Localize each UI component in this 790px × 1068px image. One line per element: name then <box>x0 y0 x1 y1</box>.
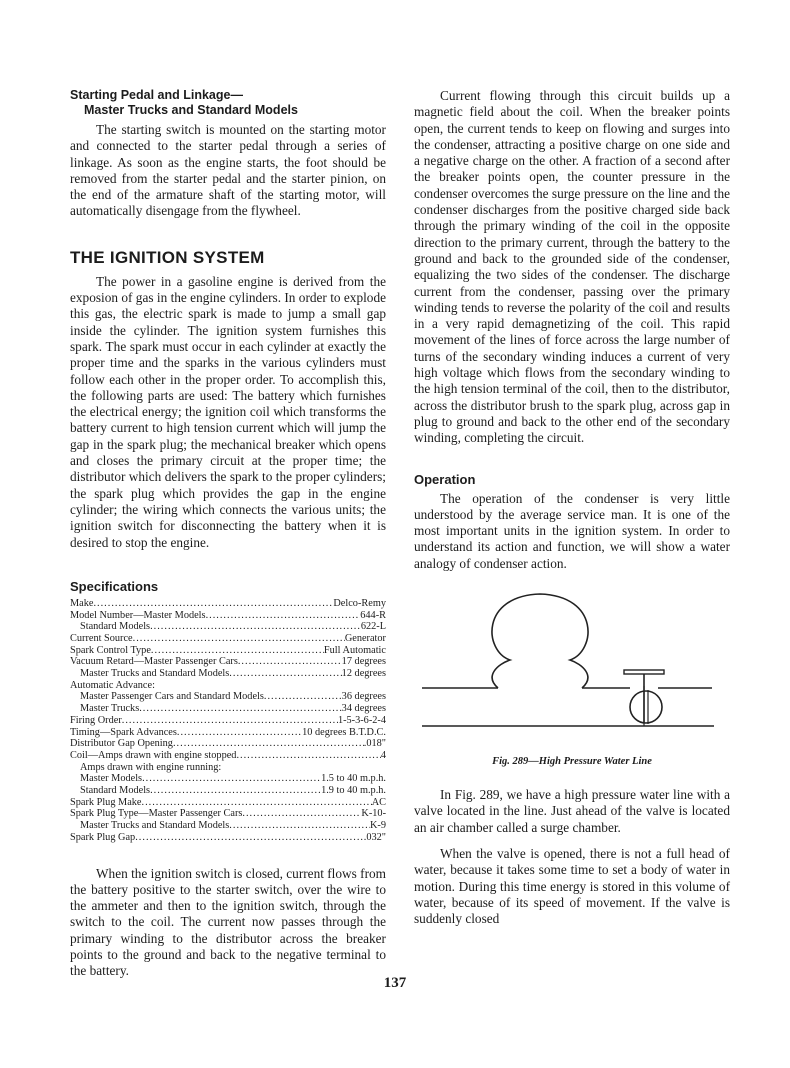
spec-value: K-10- <box>361 808 386 820</box>
spec-leader-dots <box>93 598 333 610</box>
ignition-system-title: THE IGNITION SYSTEM <box>70 247 265 267</box>
spec-label: Spark Control Type <box>70 644 151 656</box>
spec-row <box>70 633 386 645</box>
spec-label: Vacuum Retard—Master Passenger Cars <box>70 656 238 668</box>
spec-leader-dots <box>229 820 370 832</box>
spec-label: Master Trucks and Standard Models <box>80 820 230 832</box>
spec-row <box>70 738 386 750</box>
specifications-list <box>70 598 386 844</box>
spec-leader-dots <box>242 808 361 820</box>
spec-row <box>70 703 386 715</box>
spec-row <box>70 808 386 820</box>
spec-label: Distributor Gap Opening <box>70 738 173 750</box>
spec-label: Current Source <box>70 632 133 644</box>
spec-value: AC <box>371 796 386 808</box>
spec-row <box>70 691 386 703</box>
spec-row <box>70 727 386 739</box>
spec-leader-dots <box>173 738 364 750</box>
spec-leader-dots <box>236 750 380 762</box>
spec-label: Master Models <box>80 773 143 785</box>
spec-label: Master Passenger Cars and Standard Models <box>80 691 264 703</box>
spec-label: Firing Order <box>70 714 122 726</box>
spec-leader-dots <box>229 668 341 680</box>
valve-paragraph: When the valve is opened, there is not a full head of water, because it takes some time to set a body of water in motion. During this time energy is stored in this volume of water, because of its speed of movement. If the valve is suddenly closed <box>414 845 730 927</box>
spec-leader-dots <box>139 703 341 715</box>
spec-row <box>70 656 386 668</box>
spec-leader-dots <box>122 715 338 727</box>
spec-row <box>70 797 386 809</box>
starting-pedal-heading <box>70 88 386 118</box>
specifications-title: Specifications <box>70 578 159 594</box>
spec-row <box>70 750 386 762</box>
spec-label: Master Trucks <box>80 703 140 715</box>
ignition-switch-paragraph: When the ignition switch is closed, current flows from the battery positive to the starter switch, over the wire to the ammeter and then to the ignition switch, through the switch to the coil. The current now passes through the primary winding to the distributor across the breaker points to the ground and back to the negative terminal to the battery. <box>70 865 386 979</box>
left-column <box>70 88 386 980</box>
surge-chamber <box>492 594 588 688</box>
spec-label: Spark Plug Gap <box>70 831 136 843</box>
spec-value: 644-R <box>360 609 386 621</box>
spec-value: 10 degrees B.T.D.C. <box>302 726 386 738</box>
spec-row <box>70 621 386 633</box>
spec-value: 622-L <box>360 621 386 633</box>
heading-line-1: Starting Pedal and Linkage— <box>70 88 243 102</box>
water-line-figure <box>414 586 730 754</box>
spec-row <box>70 610 386 622</box>
spec-row <box>70 785 386 797</box>
spec-label: Timing—Spark Advances <box>70 726 177 738</box>
spec-label: Standard Models <box>80 785 151 797</box>
spec-value: Generator <box>344 632 386 644</box>
figure-caption: Fig. 289—High Pressure Water Line <box>492 756 652 768</box>
spec-leader-dots <box>151 645 324 657</box>
figure-description-paragraph: In Fig. 289, we have a high pressure water line with a valve located in the line. Just ahead of the valve is located an air chamber called a surge chamber. <box>414 787 730 835</box>
spec-row <box>70 680 386 692</box>
spec-leader-dots <box>206 610 361 622</box>
spec-label: Model Number—Master Models <box>70 609 206 621</box>
spec-value: Full Automatic <box>323 644 386 656</box>
spec-value: .032" <box>363 831 386 843</box>
spec-leader-dots <box>150 621 361 633</box>
spec-label: Make <box>70 597 94 609</box>
spec-value: 1.5 to 40 m.p.h. <box>321 773 386 785</box>
spec-leader-dots <box>238 656 342 668</box>
page-number: 137 <box>383 975 407 991</box>
spec-leader-dots <box>142 797 372 809</box>
spec-leader-dots <box>264 691 342 703</box>
spec-label: Amps drawn with engine running: <box>80 761 222 773</box>
spec-value: Delco-Remy <box>333 597 386 609</box>
spec-row <box>70 715 386 727</box>
spec-value: 36 degrees <box>341 691 386 703</box>
spec-leader-dots <box>135 832 364 844</box>
spec-row <box>70 820 386 832</box>
spec-label: Automatic Advance: <box>70 679 155 691</box>
current-flow-paragraph: Current flowing through this circuit builds up a magnetic field about the coil. When the breaker points open, the current tends to keep on flowing and surges into the condenser, attracting a positive charge on one side and a negative charge on the other. A fraction of a second after the breaker points open, the counter pressure in the condenser overcomes the surge pressure on the line and the condenser discharges from the positive charged side back through the primary winding of the coil in the opposite direction to the primary current, through the battery to the ground and back to the grounded side of the condenser, equalizing the two sides of the condenser. The discharge current from the condenser, passing over the primary winding tends to reverse the polarity of the coil and results in a very rapid demagnetizing of the coil. This rapid movement of the lines of force across the large number of turns of the secondary winding induces a current of very high voltage which flows from the secondary winding to the high tension terminal of the coil, then to the distributor, across the distributor brush to the spark plug, across gap in plug to ground and back to the other end of the secondary winding, completing the circuit. <box>414 88 730 446</box>
spec-leader-dots <box>133 633 345 645</box>
heading-line-2: Master Trucks and Standard Models <box>84 103 298 117</box>
spec-row <box>70 832 386 844</box>
spec-label: Spark Plug Type—Master Passenger Cars <box>70 808 243 820</box>
right-column <box>414 88 730 927</box>
spec-value: 4 <box>380 749 386 761</box>
spec-label: Spark Plug Make <box>70 796 142 808</box>
valve-body <box>630 691 662 723</box>
valve-handle <box>624 670 664 674</box>
spec-label: Master Trucks and Standard Models <box>80 668 230 680</box>
spec-row <box>70 598 386 610</box>
spec-value: 17 degrees <box>341 656 386 668</box>
spec-value: 34 degrees <box>341 703 386 715</box>
operation-paragraph: The operation of the condenser is very little understood by the average service man. It is one of the most important units in the ignition system. In order to understand its action and function, we will show a water analogy of condenser action. <box>414 490 730 571</box>
spec-value: .018" <box>363 738 386 750</box>
spec-value: 12 degrees <box>341 668 386 680</box>
spec-leader-dots <box>177 727 302 739</box>
spec-value: K-9 <box>369 820 386 832</box>
spec-leader-dots <box>142 773 321 785</box>
spec-label: Coil—Amps drawn with engine stopped <box>70 749 237 761</box>
spec-row <box>70 668 386 680</box>
spec-row <box>70 762 386 774</box>
spec-row <box>70 645 386 657</box>
spec-value: 1-5-3-6-2-4 <box>337 714 386 726</box>
operation-title: Operation <box>414 471 476 487</box>
ignition-paragraph: The power in a gasoline engine is derived from the exposion of gas in the engine cylinders. In order to explode this gas, the electric spark is made to jump a small gap inside the cylinder. The ignition system furnishes this spark. The spark must occur in each cylinder at exactly the proper time and the sparks in the various cylinders must follow each other in the proper order. To accomplish this, the following parts are used: The battery which furnishes the electrical energy; the ignition coil which transforms the battery current to high tension current which will jump the gap in the spark plug; the mechanical breaker which opens and closes the primary circuit at the proper time; the distributor which delivers the spark to the proper cylinders; the spark plug which provides the gap in the engine cylinder; the wiring which connects the various units; the ignition switch for disconnecting the battery when it is desired to stop the engine. <box>70 273 386 550</box>
spec-label: Standard Models <box>80 621 151 633</box>
spec-value: 1.9 to 40 m.p.h. <box>321 785 386 797</box>
starting-paragraph: The starting switch is mounted on the starting motor and connected to the starter pedal through a series of linkage. As soon as the engine starts, the foot should be removed from the starter pedal and the starter pinion, on the end of the armature shaft of the starting motor, will automatically disengage from the flywheel. <box>70 122 386 219</box>
spec-leader-dots <box>150 785 321 797</box>
spec-row <box>70 773 386 785</box>
